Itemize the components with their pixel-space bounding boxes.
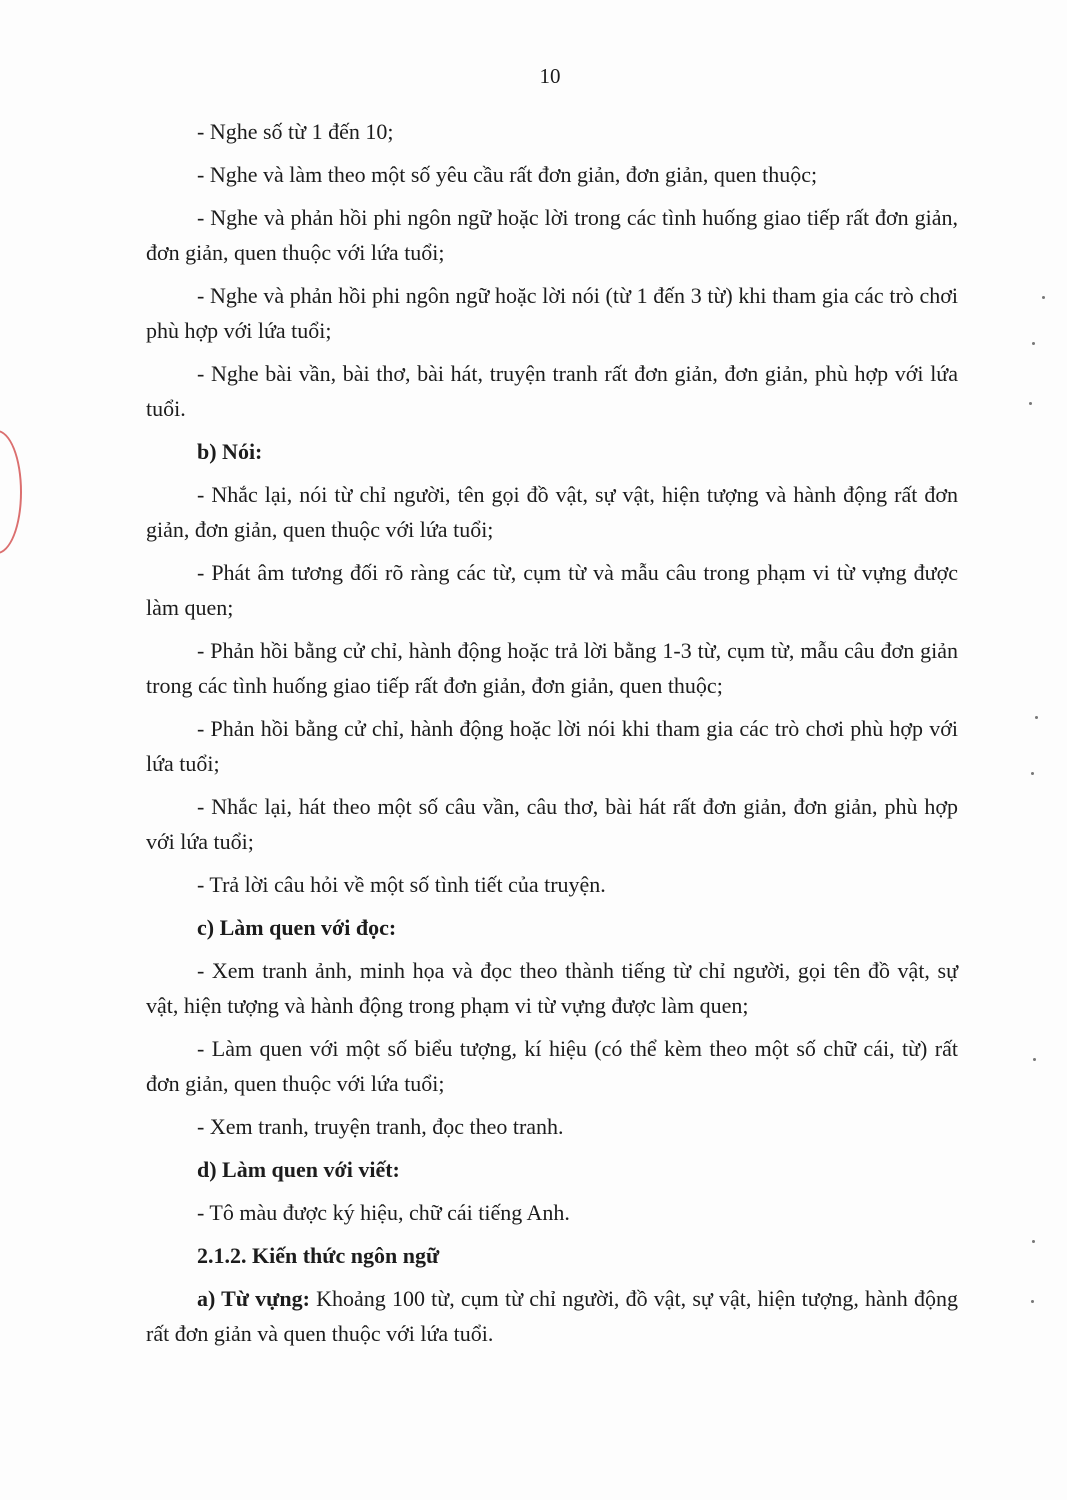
bullet-paragraph: - Nghe bài vần, bài thơ, bài hát, truyện tranh rất đơn giản, đơn giản, phù hợp với lứa tuổi. <box>146 361 958 421</box>
vocabulary-paragraph <box>146 1281 958 1351</box>
section-heading-language-knowledge: 2.1.2. Kiến thức ngôn ngữ <box>197 1243 440 1268</box>
scan-speck <box>1032 342 1035 345</box>
scan-speck <box>1033 1058 1036 1061</box>
bullet-paragraph: - Tô màu được ký hiệu, chữ cái tiếng Anh. <box>197 1200 570 1225</box>
bullet-paragraph: - Xem tranh ảnh, minh họa và đọc theo thành tiếng từ chỉ người, gọi tên đồ vật, sự vật, hiện tượng và hành động trong phạm vi từ vựng được làm quen; <box>146 958 958 1018</box>
bullet-paragraph: - Xem tranh, truyện tranh, đọc theo tranh. <box>197 1114 564 1139</box>
bullet-paragraph: - Phát âm tương đối rõ ràng các từ, cụm từ và mẫu câu trong phạm vi từ vựng được làm quen; <box>146 560 958 620</box>
bullet-paragraph: - Làm quen với một số biểu tượng, kí hiệu (có thể kèm theo một số chữ cái, từ) rất đơn giản, quen thuộc với lứa tuổi; <box>146 1036 958 1096</box>
document-body <box>146 114 958 1359</box>
section-heading-reading: c) Làm quen với đọc: <box>197 915 397 940</box>
page-number: 10 <box>539 64 561 88</box>
bullet-paragraph: - Nhắc lại, nói từ chỉ người, tên gọi đồ vật, sự vật, hiện tượng và hành động rất đơn giản, đơn giản, quen thuộc với lứa tuổi; <box>146 482 958 542</box>
bullet-paragraph: - Phản hồi bằng cử chỉ, hành động hoặc trả lời bằng 1-3 từ, cụm từ, mẫu câu đơn giản trong các tình huống giao tiếp rất đơn giản, đơn giản, quen thuộc; <box>146 638 958 698</box>
vocabulary-label: a) Từ vựng: <box>197 1286 310 1311</box>
scan-speck <box>1032 1240 1035 1243</box>
scan-speck <box>1029 402 1032 405</box>
section-heading-writing: d) Làm quen với viết: <box>197 1157 400 1182</box>
scan-speck <box>1031 1300 1034 1303</box>
scan-speck <box>1042 296 1045 299</box>
vocabulary-text: Khoảng 100 từ, cụm từ chỉ người, đồ vật, sự vật, hiện tượng, hành động rất đơn giản và quen thuộc với lứa tuổi. <box>146 1286 958 1346</box>
red-seal-stamp <box>0 430 22 554</box>
bullet-paragraph: - Nghe và phản hồi phi ngôn ngữ hoặc lời nói (từ 1 đến 3 từ) khi tham gia các trò chơi phù hợp với lứa tuổi; <box>146 283 958 343</box>
bullet-paragraph: - Nghe số từ 1 đến 10; <box>197 119 394 144</box>
bullet-paragraph: - Nghe và phản hồi phi ngôn ngữ hoặc lời trong các tình huống giao tiếp rất đơn giản, đơn giản, quen thuộc với lứa tuổi; <box>146 205 958 265</box>
bullet-paragraph: - Nhắc lại, hát theo một số câu vần, câu thơ, bài hát rất đơn giản, đơn giản, phù hợp với lứa tuổi; <box>146 794 958 854</box>
bullet-paragraph: - Nghe và làm theo một số yêu cầu rất đơn giản, đơn giản, quen thuộc; <box>197 162 818 187</box>
section-heading-speaking: b) Nói: <box>197 439 263 464</box>
bullet-paragraph: - Trả lời câu hỏi về một số tình tiết của truyện. <box>197 872 606 897</box>
scan-speck <box>1035 716 1038 719</box>
scan-speck <box>1031 772 1034 775</box>
bullet-paragraph: - Phản hồi bằng cử chỉ, hành động hoặc lời nói khi tham gia các trò chơi phù hợp với lứa tuổi; <box>146 716 958 776</box>
